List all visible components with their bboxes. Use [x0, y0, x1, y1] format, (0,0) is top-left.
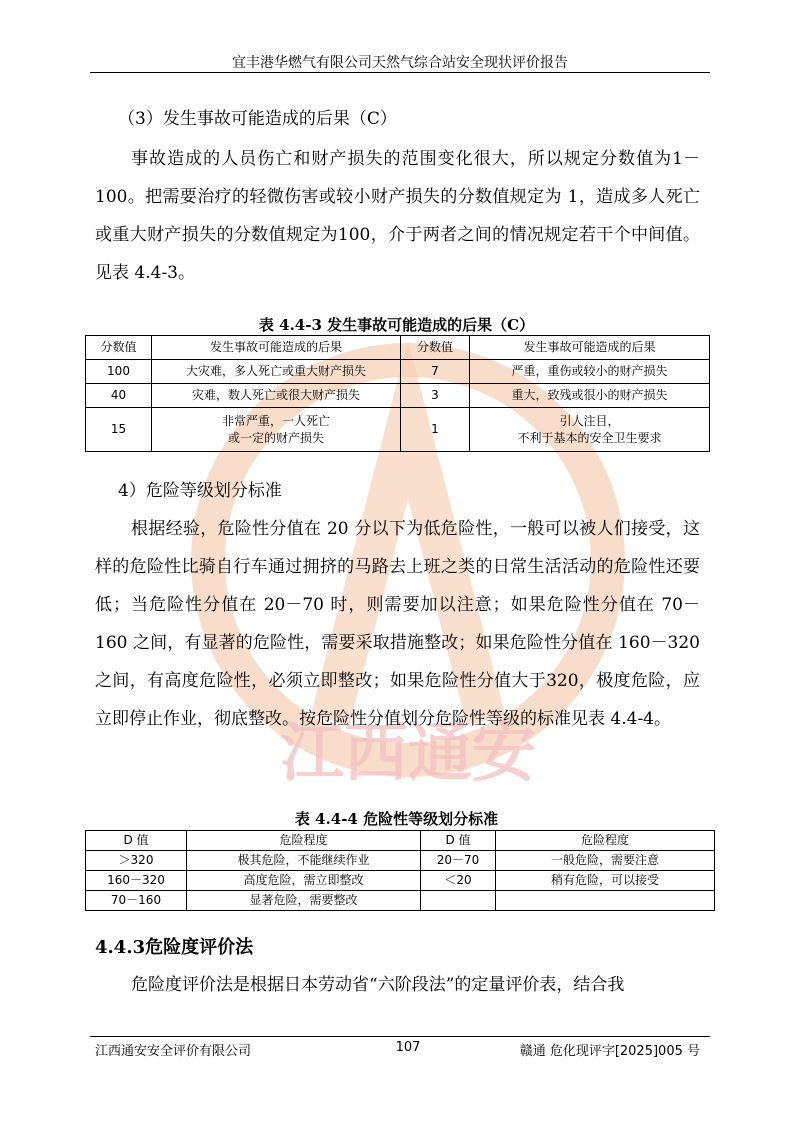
table-443-header: 分数值	[401, 336, 470, 360]
table-cell: 20－70	[421, 851, 496, 871]
table-cell: ＞320	[86, 851, 187, 871]
table-cell: 严重，重伤或较小的财产损失	[470, 360, 710, 384]
footer-page-number: 107	[395, 1040, 421, 1055]
table-row	[86, 408, 710, 452]
footer-company: 江西通安安全评价有限公司	[95, 1044, 252, 1059]
footer-doc-number: 赣通 危化现评字[2025]005 号	[519, 1044, 700, 1059]
table-cell: 70－160	[86, 891, 187, 911]
table-443-header: 发生事故可能造成的后果	[152, 336, 401, 360]
section-443-paragraph: 危险度评价法是根据日本劳动省“六阶段法”的定量评价表，结合我	[131, 975, 625, 995]
section-4-heading: 4）危险等级划分标准	[118, 481, 282, 501]
table-444-header: 危险程度	[496, 831, 715, 851]
table-cell: 一般危险，需要注意	[496, 851, 715, 871]
table-cell: 极其危险，不能继续作业	[187, 851, 421, 871]
table-cell: 稍有危险，可以接受	[496, 871, 715, 891]
table-cell: 高度危险，需立即整改	[187, 871, 421, 891]
table-cell-line: 非常严重，一人死亡	[221, 413, 330, 428]
table-444	[85, 830, 715, 911]
table-cell: 7	[401, 360, 470, 384]
table-444-header: D 值	[421, 831, 496, 851]
table-cell	[496, 891, 715, 911]
table-444-header: 危险程度	[187, 831, 421, 851]
table-cell: 100	[86, 360, 152, 384]
table-cell-line: 或一定的财产损失	[227, 430, 324, 445]
section-c-paragraph: 事故造成的人员伤亡和财产损失的范围变化很大，所以规定分数值为1－100。把需要治疗的轻微伤害或较小财产损失的分数值规定为 1，造成多人死亡或重大财产损失的分数值规定为100，介于两者之间的情况规定若干个中间值。见表 4.4-3。	[95, 149, 700, 283]
table-cell: 3	[401, 384, 470, 408]
table-cell: 1	[401, 408, 470, 452]
table-cell: 160－320	[86, 871, 187, 891]
table-443	[85, 335, 710, 452]
header-divider	[90, 72, 710, 73]
table-cell: 显著危险，需要整改	[187, 891, 421, 911]
table-cell	[421, 891, 496, 911]
table-443-header: 分数值	[86, 336, 152, 360]
section-4-paragraph: 根据经验，危险性分值在 20 分以下为低危险性，一般可以被人们接受，这样的危险性比骑自行车通过拥挤的马路去上班之类的日常生活活动的危险性还要低；当危险性分值在 20－70 时，则需要加以注意；如果危险性分值在 70－160 之间，有显著的危险性，需要采取措施整改；如果危险性分值在 160－320 之间，有高度危险性，必须立即整改；如果危险性分值大于320，极度危险，应立即停止作业，彻底整改。按危险性分值划分危险性等级的标准见表 4.4-4。	[95, 519, 700, 729]
table-cell	[470, 408, 710, 452]
watermark-brand: 江西通安	[280, 717, 536, 791]
table-cell: 重大，致残或很小的财产损失	[470, 384, 710, 408]
table-cell: 灾难，数人死亡或很大财产损失	[152, 384, 401, 408]
footer-divider	[90, 1036, 710, 1037]
table-row	[86, 851, 715, 871]
section-443-title: 4.4.3危险度评价法	[95, 937, 254, 958]
table-row	[86, 871, 715, 891]
table-444-header: D 值	[86, 831, 187, 851]
table-444-caption: 表 4.4-4 危险性等级划分标准	[294, 810, 499, 828]
table-cell-line: 引人注目，	[559, 413, 620, 428]
section-c-heading: （3）发生事故可能造成的后果（C）	[118, 109, 397, 129]
table-cell: 15	[86, 408, 152, 452]
page-header: 宜丰港华燃气有限公司天然气综合站安全现状评价报告	[232, 55, 568, 71]
table-row	[86, 891, 715, 911]
table-row	[86, 384, 710, 408]
table-443-header: 发生事故可能造成的后果	[470, 336, 710, 360]
table-cell-line: 不利于基本的安全卫生要求	[517, 430, 662, 445]
table-cell	[152, 408, 401, 452]
table-row	[86, 360, 710, 384]
table-cell: 40	[86, 384, 152, 408]
table-443-caption: 表 4.4-3 发生事故可能造成的后果（C）	[258, 316, 535, 334]
table-cell: ＜20	[421, 871, 496, 891]
table-cell: 大灾难，多人死亡或重大财产损失	[152, 360, 401, 384]
